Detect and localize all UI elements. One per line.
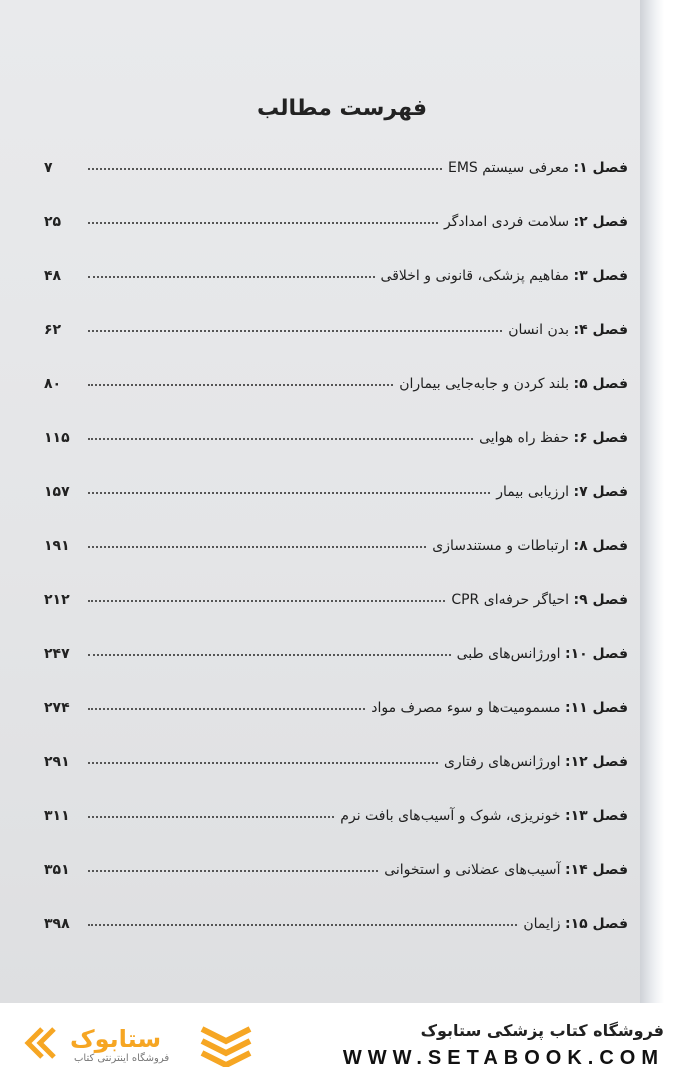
toc-entry <box>44 474 628 500</box>
toc-page-number: ۸۰ <box>44 376 62 392</box>
toc-entry-title <box>519 916 628 932</box>
toc-heading: فهرست مطالب <box>256 96 428 121</box>
toc-entry <box>44 852 628 878</box>
toc-page-number: ۲۷۴ <box>44 700 70 716</box>
toc-page-number: ۱۵۷ <box>44 484 70 500</box>
toc-page-number: ۷ <box>44 160 53 176</box>
toc-entry <box>44 582 628 608</box>
toc-entry <box>44 798 628 824</box>
toc-entry <box>44 150 628 176</box>
toc-chapter-label: فصل ۱۴: <box>564 862 628 878</box>
toc-chapter-title: ارزیابی بیمار <box>496 484 570 500</box>
logo-chevrons-icon <box>20 1023 60 1063</box>
toc-chapter-title: اورژانس‌های طبی <box>456 646 561 662</box>
toc-dot-leader <box>88 762 438 764</box>
toc-entry-title <box>440 754 628 770</box>
toc-chapter-title: معرفی سیستم EMS <box>448 160 570 176</box>
toc-chapter-label: فصل ۱۳: <box>564 808 628 824</box>
setabook-logo <box>20 1019 270 1069</box>
toc-dot-leader <box>88 492 490 494</box>
toc-chapter-title: ارتباطات و مستندسازی <box>432 538 570 554</box>
toc-dot-leader <box>88 546 426 548</box>
toc-entry-title <box>444 160 628 176</box>
toc-page-number: ۱۹۱ <box>44 538 70 554</box>
toc-dot-leader <box>88 654 451 656</box>
shop-name: فروشگاه کتاب پزشکی ستابوک <box>420 1021 664 1040</box>
toc-entry-title <box>336 808 628 824</box>
toc-entry-title <box>377 268 628 284</box>
toc-chapter-title: بلند کردن و جابه‌جایی بیماران <box>399 376 570 392</box>
toc-dot-leader <box>88 330 502 332</box>
toc-entry <box>44 636 628 662</box>
toc-dot-leader <box>88 168 442 170</box>
shop-url[interactable]: WWW.SETABOOK.COM <box>342 1047 664 1069</box>
toc-chapter-label: فصل ۱: <box>573 160 628 176</box>
toc-dot-leader <box>88 276 375 278</box>
toc-entry-title <box>428 538 628 554</box>
toc-entry <box>44 258 628 284</box>
toc-dot-leader <box>88 816 334 818</box>
toc-page-number: ۲۹۱ <box>44 754 70 770</box>
toc-chapter-label: فصل ۲: <box>573 214 628 230</box>
toc-chapter-label: فصل ۱۰: <box>564 646 628 662</box>
toc-entry-title <box>453 646 628 662</box>
watermark-footer <box>0 1003 684 1080</box>
toc-chapter-title: سلامت فردی امدادگر <box>443 214 570 230</box>
toc-entry-title <box>475 430 628 446</box>
toc-entry <box>44 906 628 932</box>
toc-page-number: ۱۱۵ <box>44 430 70 446</box>
toc-page-number: ۲۵ <box>44 214 62 230</box>
toc-chapter-label: فصل ۱۲: <box>564 754 628 770</box>
toc-dot-leader <box>88 600 445 602</box>
toc-entry <box>44 366 628 392</box>
logo-tagline: فروشگاه اینترنتی کتاب <box>74 1053 170 1064</box>
toc-chapter-label: فصل ۳: <box>573 268 628 284</box>
toc-chapter-title: مفاهیم پزشکی، قانونی و اخلاقی <box>380 268 570 284</box>
toc-chapter-label: فصل ۴: <box>573 322 628 338</box>
toc-chapter-title: آسیب‌های عضلانی و استخوانی <box>384 862 561 878</box>
toc-page-number: ۳۱۱ <box>44 808 70 824</box>
toc-chapter-title: حفظ راه هوایی <box>479 430 570 446</box>
toc-page-number: ۳۹۸ <box>44 916 70 932</box>
toc-chapter-label: فصل ۸: <box>573 538 628 554</box>
toc-page-number: ۳۵۱ <box>44 862 70 878</box>
toc-page-number: ۲۱۲ <box>44 592 70 608</box>
toc-chapter-title: بدن انسان <box>508 322 570 338</box>
toc-entry-title <box>492 484 628 500</box>
toc-entry-title <box>504 322 628 338</box>
toc-chapter-title: زایمان <box>523 916 561 932</box>
toc-dot-leader <box>88 924 517 926</box>
toc-entry <box>44 744 628 770</box>
toc-dot-leader <box>88 222 438 224</box>
toc-entry <box>44 204 628 230</box>
toc-page-number: ۴۸ <box>44 268 62 284</box>
toc-chapter-label: فصل ۱۵: <box>564 916 628 932</box>
toc-dot-leader <box>88 870 378 872</box>
toc-dot-leader <box>88 438 473 440</box>
toc-page-number: ۲۴۷ <box>44 646 70 662</box>
toc-chapter-label: فصل ۶: <box>573 430 628 446</box>
toc-chapter-title: اورژانس‌های رفتاری <box>443 754 561 770</box>
toc-entry-title <box>447 592 628 608</box>
toc-dot-leader <box>88 384 393 386</box>
toc-chapter-title: مسمومیت‌ها و سوء مصرف مواد <box>371 700 561 716</box>
toc-chapter-label: فصل ۵: <box>573 376 628 392</box>
toc-entry-title <box>380 862 628 878</box>
toc-entry <box>44 690 628 716</box>
toc-chapter-label: فصل ۱۱: <box>564 700 628 716</box>
toc-chapter-title: احیاگر حرفه‌ای CPR <box>451 592 570 608</box>
toc-entry <box>44 312 628 338</box>
toc-chapter-title: خونریزی، شوک و آسیب‌های بافت نرم <box>340 808 561 824</box>
toc-entry-title <box>440 214 628 230</box>
logo-text: ستابوک <box>70 1025 162 1053</box>
toc-chapter-label: فصل ۷: <box>573 484 628 500</box>
toc-entry <box>44 528 628 554</box>
toc-chapter-label: فصل ۹: <box>573 592 628 608</box>
toc-entry <box>44 420 628 446</box>
toc-entry-title <box>367 700 628 716</box>
toc-dot-leader <box>88 708 365 710</box>
book-stack-icon <box>198 1019 254 1067</box>
toc-entry-title <box>395 376 628 392</box>
toc-page-number: ۶۲ <box>44 322 62 338</box>
